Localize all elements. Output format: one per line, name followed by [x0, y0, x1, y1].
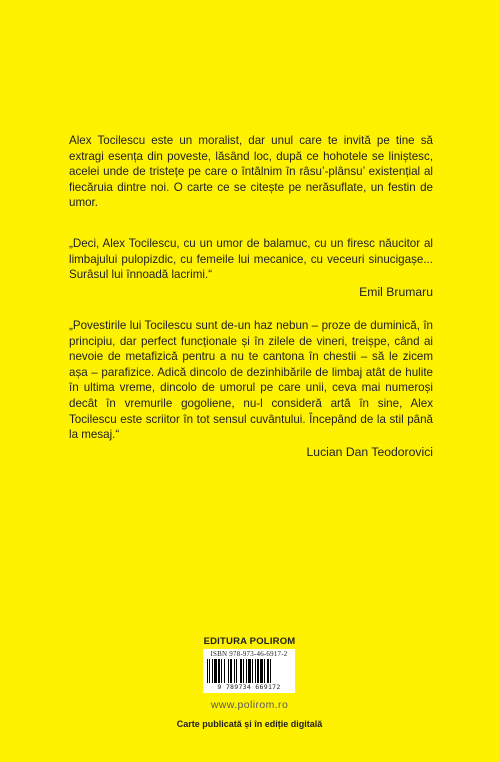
publisher-name: EDITURA POLIROM: [203, 636, 296, 647]
barcode-bar: [243, 659, 244, 683]
barcode-bar: [212, 659, 213, 683]
quote-brumaru: [69, 236, 433, 300]
barcode-bar: [234, 659, 235, 683]
barcode-bar: [207, 659, 208, 683]
barcode-bar: [236, 659, 237, 683]
barcode-image: [207, 659, 291, 683]
barcode-bar: [267, 659, 269, 683]
barcode-bar: [257, 659, 259, 683]
barcode-bar: [228, 659, 229, 683]
isbn-text: ISBN 978-973-46-6917-2: [210, 650, 288, 658]
quote-text: „Povestirile lui Tocilescu sunt de-un haz nebun – proze de duminică, în principiu, dar perfect funcționale și în zilele de vineri, treișpe, când ai nevoie de metafizică pentru a nu te cantona în chestii – să le zicem așa – parafizice. Adică dincolo de dezinhibările de limbaj atât de hulite în ultima vreme, dincolo de umorul pe care unii, ceva mai numeroși decât în vremurile gogoliene, nu-l consideră artă în sine, Alex Tocilescu este scriitor în tot sensul cuvântului. Începând de la stil până la mesaj.“: [69, 319, 433, 442]
barcode-bar: [224, 659, 225, 683]
barcode-bar: [248, 659, 251, 683]
blurb-paragraph: [69, 133, 433, 211]
digital-edition-note: Carte publicată și în ediție digitală: [176, 719, 323, 729]
barcode-bar: [255, 659, 256, 683]
barcode-bar: [218, 659, 220, 683]
website-url: www.polirom.ro: [210, 699, 289, 711]
barcode-bar: [214, 659, 217, 683]
barcode-number: 9 789734 669172: [217, 683, 281, 691]
blurb-text: Alex Tocilescu este un moralist, dar unul care te invită pe tine să extragi esența din poveste, lăsând loc, după ce hohotele se liniștesc, acelei unde de tristețe pe care o întâlnim în râsu’-plânsu’ existențial al fiecăruia dintre noi. O carte ce se citește pe nerăsuflate, un festin de umor.: [69, 134, 433, 210]
barcode-bar: [260, 659, 263, 683]
quote-author: Emil Brumaru: [359, 284, 433, 299]
quote-teodorovici: [69, 318, 433, 460]
barcode-bar: [230, 659, 232, 683]
barcode-bar: [270, 659, 271, 683]
barcode-bar: [221, 659, 222, 683]
barcode-bar: [209, 659, 210, 683]
barcode-bar: [246, 659, 247, 683]
barcode-bar: [240, 659, 242, 683]
barcode-bar: [252, 659, 253, 683]
quote-text: „Deci, Alex Tocilescu, cu un umor de balamuc, cu un firesc năucitor al limbajului pulopizdic, cu femeile lui mecanice, cu veceuri sinucigașe... Surâsul lui înnoadă lacrimi.“: [69, 237, 433, 282]
quote-author: Lucian Dan Teodorovici: [306, 444, 433, 459]
barcode-panel: [203, 649, 295, 693]
barcode-bar: [264, 659, 265, 683]
